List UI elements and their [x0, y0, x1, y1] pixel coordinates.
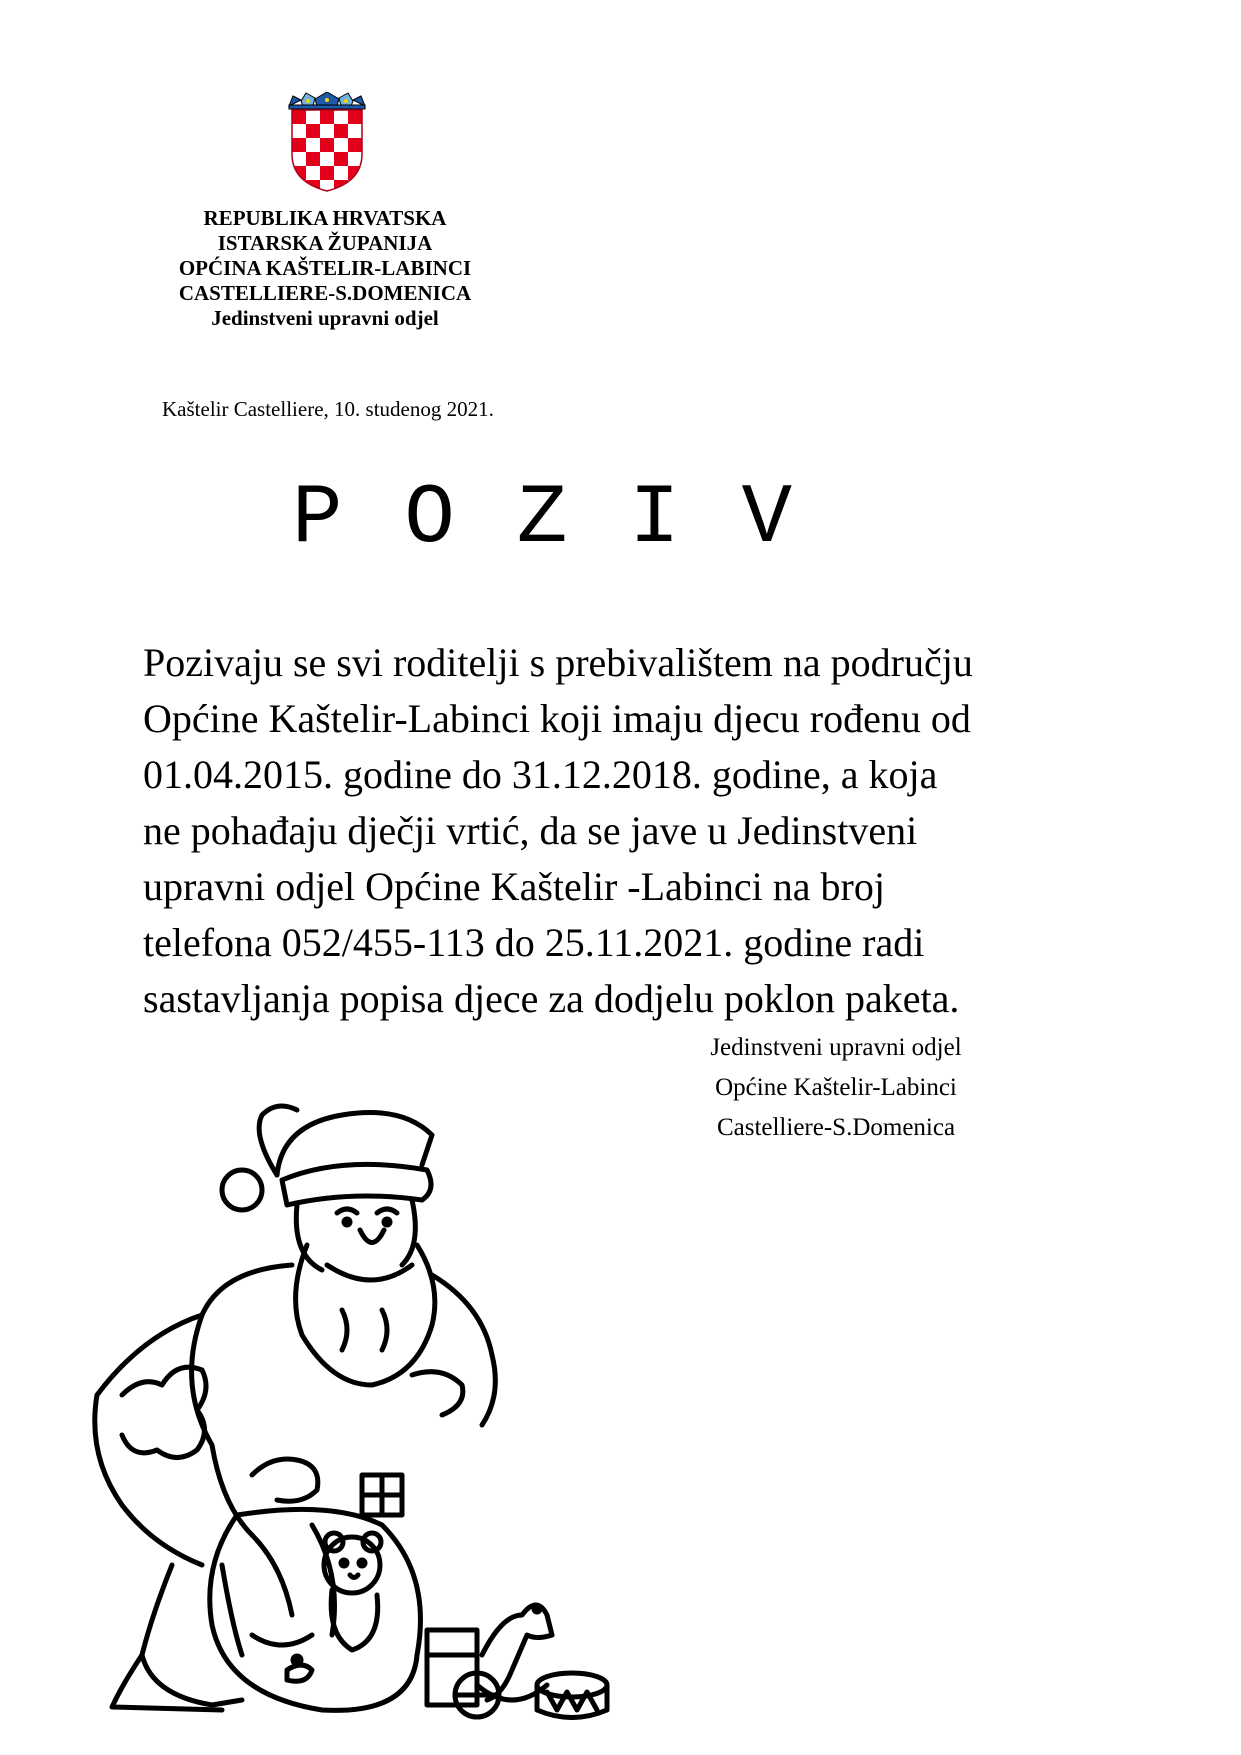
signature-department: Jedinstveni upravni odjel [710, 1034, 962, 1061]
document-date: Kaštelir Castelliere, 10. studenog 2021. [162, 397, 494, 421]
santa-claus-illustration [82, 1095, 612, 1720]
signature-municipality: Općine Kaštelir-Labinci [715, 1074, 957, 1101]
header-department: Jedinstveni upravni odjel [211, 306, 439, 330]
signature-block [636, 1028, 1036, 1148]
document-title: POZIV [292, 472, 855, 567]
signature-municipality-italian: Castelliere-S.Domenica [716, 1114, 956, 1141]
issuer-header [100, 206, 550, 331]
coat-of-arms-icon [287, 92, 367, 192]
header-municipality: OPĆINA KAŠTELIR-LABINCI [178, 256, 472, 280]
header-county: ISTARSKA ŽUPANIJA [217, 231, 433, 255]
header-country: REPUBLIKA HRVATSKA [203, 206, 447, 230]
invitation-body: Pozivaju se svi roditelji s prebivalištem na području Općine Kaštelir-Labinci koji imaju djecu rođenu od 01.04.2015. godine do 31.12.2018. godine, a koja ne pohađaju dječji vrtić, da se jave u Jedinstveni upravni odjel Općine Kaštelir -Labinci na broj telefona 052/455-113 do 25.11.2021. godine radi sastavljanja popisa djece za dodjelu poklon paketa. [143, 640, 973, 1021]
header-municipality-italian: CASTELLIERE-S.DOMENICA [178, 281, 472, 305]
